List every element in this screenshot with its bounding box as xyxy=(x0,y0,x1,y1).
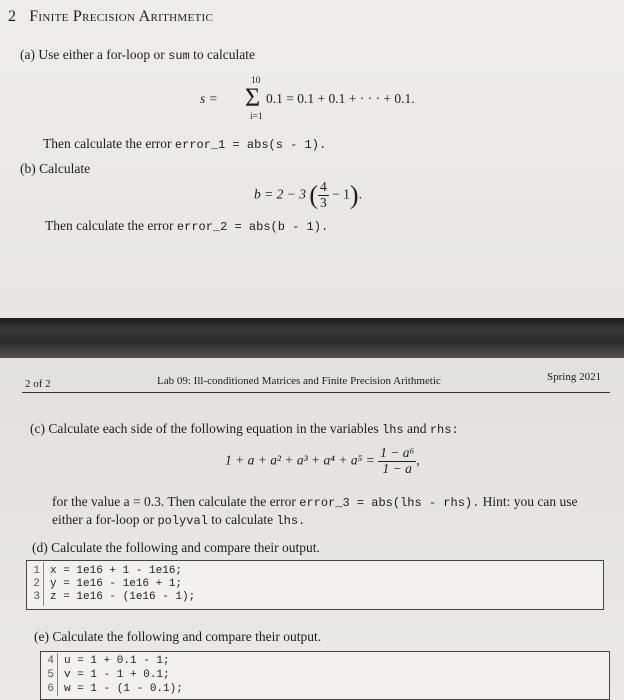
part-e-label: (e) xyxy=(34,629,49,644)
page-header-title: Lab 09: Ill-conditioned Matrices and Finite Precision Arithmetic xyxy=(157,375,441,387)
part-b-instruction xyxy=(20,161,90,177)
sum-lower-limit: i=1 xyxy=(250,112,263,122)
part-c-line3 xyxy=(52,512,305,528)
part-b-label: (b) xyxy=(20,161,36,176)
part-c-frac-den: 1 − a xyxy=(382,460,412,476)
part-d-instruction xyxy=(32,540,320,556)
section-number: 2 xyxy=(8,8,17,25)
fraction-denominator: 3 xyxy=(320,194,327,210)
part-a-error-text: Then calculate the error xyxy=(43,136,172,151)
page-2 xyxy=(0,358,624,700)
part-c-text-pre: Calculate each side of the following equation in the variables xyxy=(48,421,379,436)
code-line: u = 1 + 0.1 - 1; xyxy=(64,655,170,667)
part-c-equation xyxy=(225,446,420,477)
part-c-eq-lhs: 1 + a + a² + a³ + a⁴ + a⁵ = xyxy=(225,452,375,468)
left-paren: ( xyxy=(309,180,319,210)
part-b-equation xyxy=(254,180,362,211)
part-d-text: Calculate the following and compare their output. xyxy=(51,540,320,555)
part-c-text-and: and xyxy=(406,421,427,436)
part-c-line2 xyxy=(52,494,578,510)
part-c-line3-code2: lhs. xyxy=(276,514,306,528)
page-number: 2 of 2 xyxy=(25,378,51,390)
part-c-line3-post: to calculate xyxy=(211,512,274,527)
part-b-error-text: Then calculate the error xyxy=(45,218,174,233)
sum-upper-limit: 10 xyxy=(251,76,261,86)
part-c-instruction xyxy=(30,421,459,437)
page-header-term: Spring 2021 xyxy=(547,371,602,383)
part-c-line2-pre: for the value a = 0.3. Then calculate the error xyxy=(52,494,296,509)
code-line: x = 1e16 + 1 - 1e16; xyxy=(50,565,183,577)
code-line: v = 1 - 1 + 0.1; xyxy=(64,669,170,681)
code-gutter-e xyxy=(57,653,58,696)
part-a-text-post: to calculate xyxy=(193,47,255,62)
part-a-error-code: error_1 = abs(s - 1). xyxy=(174,138,327,152)
line-number: 4 xyxy=(47,655,54,667)
part-b-fraction xyxy=(318,180,329,211)
page-1 xyxy=(0,0,624,318)
fraction-numerator: 4 xyxy=(320,179,327,194)
part-c-line3-code: polyval xyxy=(157,514,208,528)
code-line: z = 1e16 - (1e16 - 1); xyxy=(50,591,196,603)
right-paren: ) xyxy=(349,180,359,210)
part-c-label: (c) xyxy=(30,421,45,436)
sigma-symbol: Σ xyxy=(245,83,261,112)
part-c-line3-pre: either a for-loop or xyxy=(52,512,155,527)
part-a-text-pre: Use either a for-loop or xyxy=(38,47,165,62)
part-c-var-lhs: lhs xyxy=(382,423,404,437)
part-b-eq-lhs: b = 2 − 3 xyxy=(254,186,306,202)
part-c-frac-num: 1 − a⁶ xyxy=(380,445,415,460)
part-a-error-line xyxy=(43,136,326,152)
line-number: 6 xyxy=(47,683,54,695)
line-number: 5 xyxy=(47,669,54,681)
section-title: Finite Precision Arithmetic xyxy=(29,8,214,25)
part-b-eq-end: . xyxy=(358,186,362,202)
part-a-eq-lhs: s = xyxy=(200,91,218,106)
code-line: w = 1 - (1 - 0.1); xyxy=(64,683,183,695)
part-b-error-line xyxy=(45,218,328,234)
part-e-text: Calculate the following and compare their output. xyxy=(52,629,322,644)
part-c-fraction xyxy=(378,446,416,477)
code-gutter-d xyxy=(43,562,44,606)
part-a-label: (a) xyxy=(20,47,35,62)
line-number: 2 xyxy=(33,578,40,590)
header-rule xyxy=(22,392,610,393)
part-b-text: Calculate xyxy=(39,161,91,176)
part-a-instruction xyxy=(20,47,255,63)
line-number: 1 xyxy=(33,565,40,577)
part-b-eq-tail: − 1 xyxy=(332,186,350,202)
part-d-label: (d) xyxy=(32,540,48,555)
section-heading xyxy=(8,8,213,26)
part-e-instruction xyxy=(34,629,321,645)
page-gap-shadow xyxy=(0,318,624,358)
code-line: y = 1e16 - 1e16 + 1; xyxy=(50,578,183,590)
part-a-text-code: sum xyxy=(168,49,190,63)
part-c-var-rhs: rhs: xyxy=(429,423,459,437)
part-c-line2-code: error_3 = abs(lhs - rhs). xyxy=(299,496,480,510)
part-c-line2-post: Hint: you can use xyxy=(482,494,578,509)
part-c-eq-end: , xyxy=(416,452,420,468)
line-number: 3 xyxy=(33,591,40,603)
part-b-error-code: error_2 = abs(b - 1). xyxy=(176,220,329,234)
part-a-eq-rhs: 0.1 = 0.1 + 0.1 + · · · + 0.1. xyxy=(266,91,415,106)
